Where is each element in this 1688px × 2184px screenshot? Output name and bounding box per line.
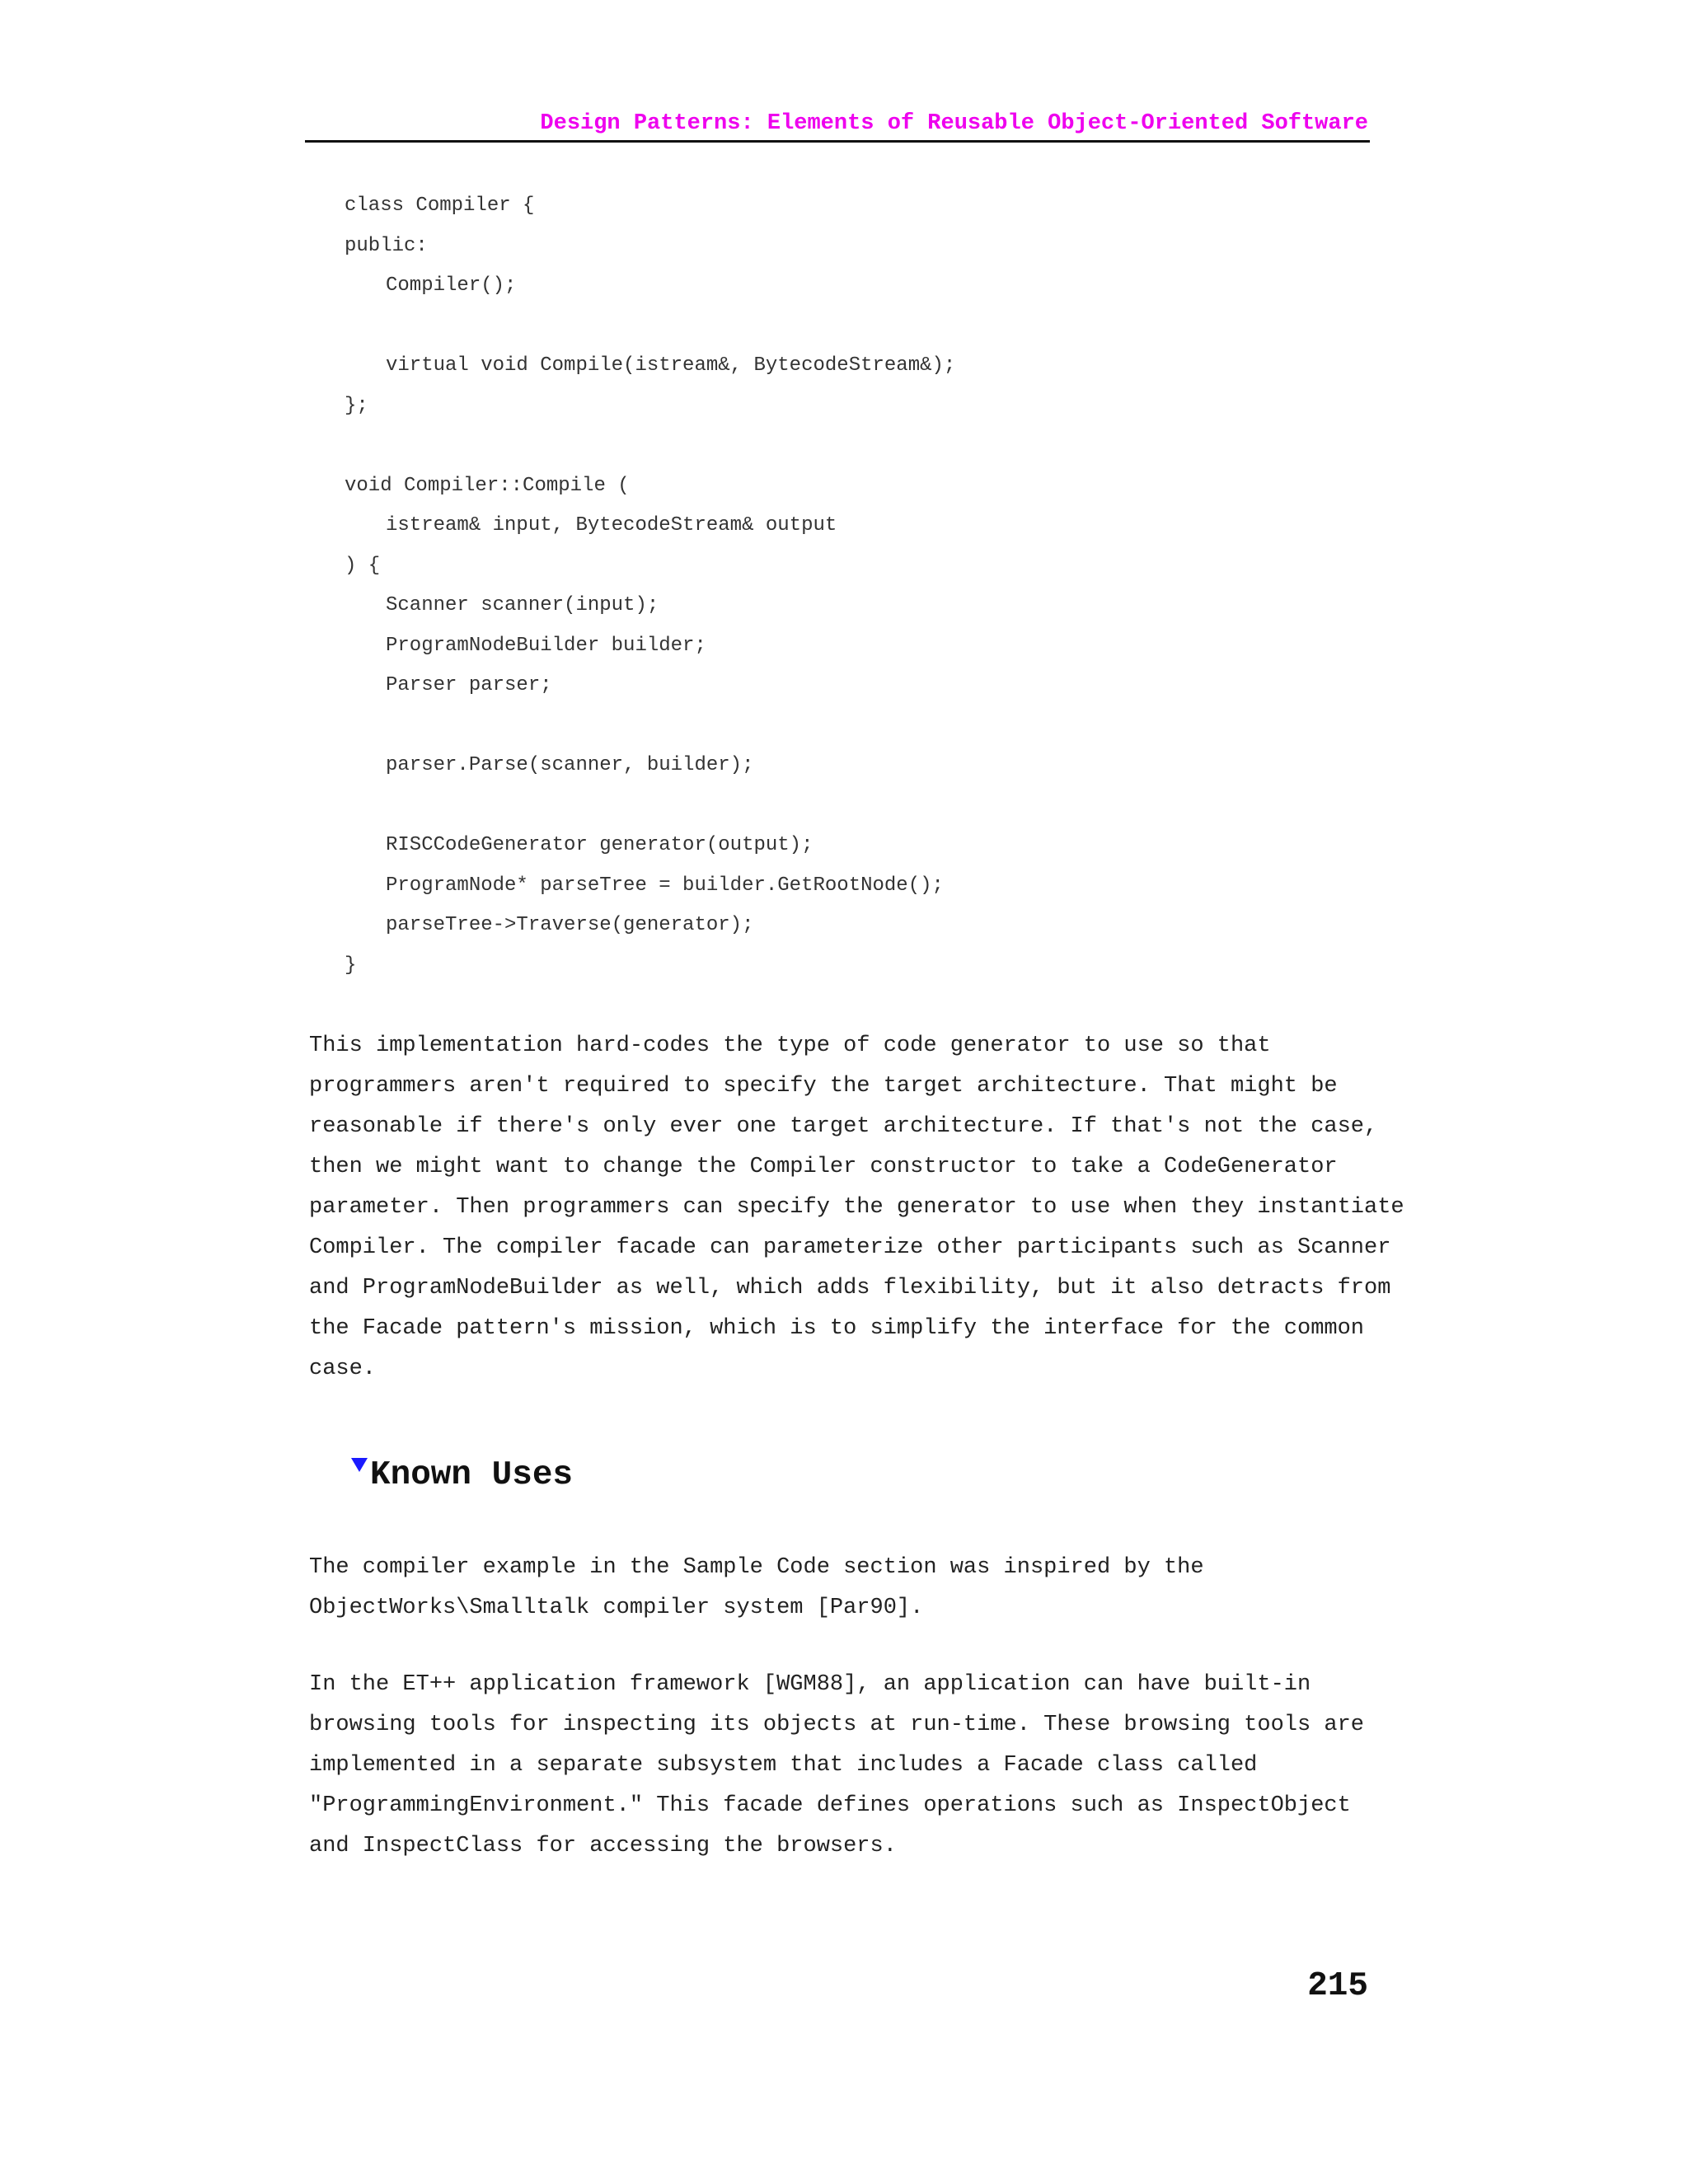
code-line: parseTree->Traverse(generator);: [386, 914, 754, 936]
triangle-down-icon[interactable]: [350, 1455, 368, 1474]
section-heading-known-uses: [350, 1451, 573, 1500]
paragraph-line: the Facade pattern's mission, which is to simplify the interface for the common: [309, 1316, 1365, 1341]
page-number: 215: [1307, 1967, 1368, 2005]
code-line: istream& input, BytecodeStream& output: [386, 514, 837, 537]
paragraph-compiler-example: [309, 1548, 1381, 1629]
code-line: RISCCodeGenerator generator(output);: [386, 834, 814, 856]
code-line: virtual void Compile(istream&, BytecodeStream&);: [386, 354, 956, 377]
code-line: parser.Parse(scanner, builder);: [386, 754, 754, 776]
code-line: public:: [345, 234, 428, 257]
code-line: Compiler();: [386, 274, 517, 297]
code-line: };: [345, 394, 368, 417]
paragraph-line: "ProgrammingEnvironment." This facade defines operations such as InspectObject: [309, 1793, 1351, 1818]
code-line: ProgramNode* parseTree = builder.GetRootNode();: [386, 874, 944, 897]
paragraph-line: Compiler. The compiler facade can parameterize other participants such as Scanner: [309, 1235, 1391, 1260]
paragraph-line: case.: [309, 1357, 377, 1381]
paragraph-line: then we might want to change the Compiler constructor to take a CodeGenerator: [309, 1155, 1338, 1179]
section-title: Known Uses: [370, 1456, 574, 1494]
paragraph-line: parameter. Then programmers can specify the generator to use when they instantiate: [309, 1195, 1404, 1220]
paragraph-line: implemented in a separate subsystem that includes a Facade class called: [309, 1753, 1258, 1778]
paragraph-etpp: [309, 1665, 1381, 1867]
paragraph-implementation: [309, 1026, 1404, 1390]
paragraph-line: ObjectWorks\Smalltalk compiler system [Par90].: [309, 1596, 924, 1620]
header-rule: [305, 140, 1370, 143]
paragraph-line: In the ET++ application framework [WGM88], an application can have built-in: [309, 1672, 1311, 1697]
code-line: ProgramNodeBuilder builder;: [386, 634, 706, 657]
code-line: void Compiler::Compile (: [345, 474, 630, 497]
paragraph-line: This implementation hard-codes the type of code generator to use so that: [309, 1033, 1271, 1058]
paragraph-line: and ProgramNodeBuilder as well, which adds flexibility, but it also detracts from: [309, 1276, 1391, 1301]
paragraph-line: programmers aren't required to specify the target architecture. That might be: [309, 1074, 1338, 1099]
paragraph-line: reasonable if there's only ever one target architecture. If that's not the case,: [309, 1114, 1378, 1139]
paragraph-line: The compiler example in the Sample Code section was inspired by the: [309, 1555, 1204, 1580]
code-line: class Compiler {: [345, 194, 535, 217]
paragraph-line: and InspectClass for accessing the browsers.: [309, 1834, 897, 1858]
code-line: }: [345, 954, 357, 977]
code-line: Scanner scanner(input);: [386, 594, 659, 616]
code-line: Parser parser;: [386, 674, 552, 696]
running-header: Design Patterns: Elements of Reusable Object-Oriented Software: [540, 111, 1368, 136]
code-line: ) {: [345, 554, 381, 577]
paragraph-line: browsing tools for inspecting its objects at run-time. These browsing tools are: [309, 1713, 1365, 1737]
